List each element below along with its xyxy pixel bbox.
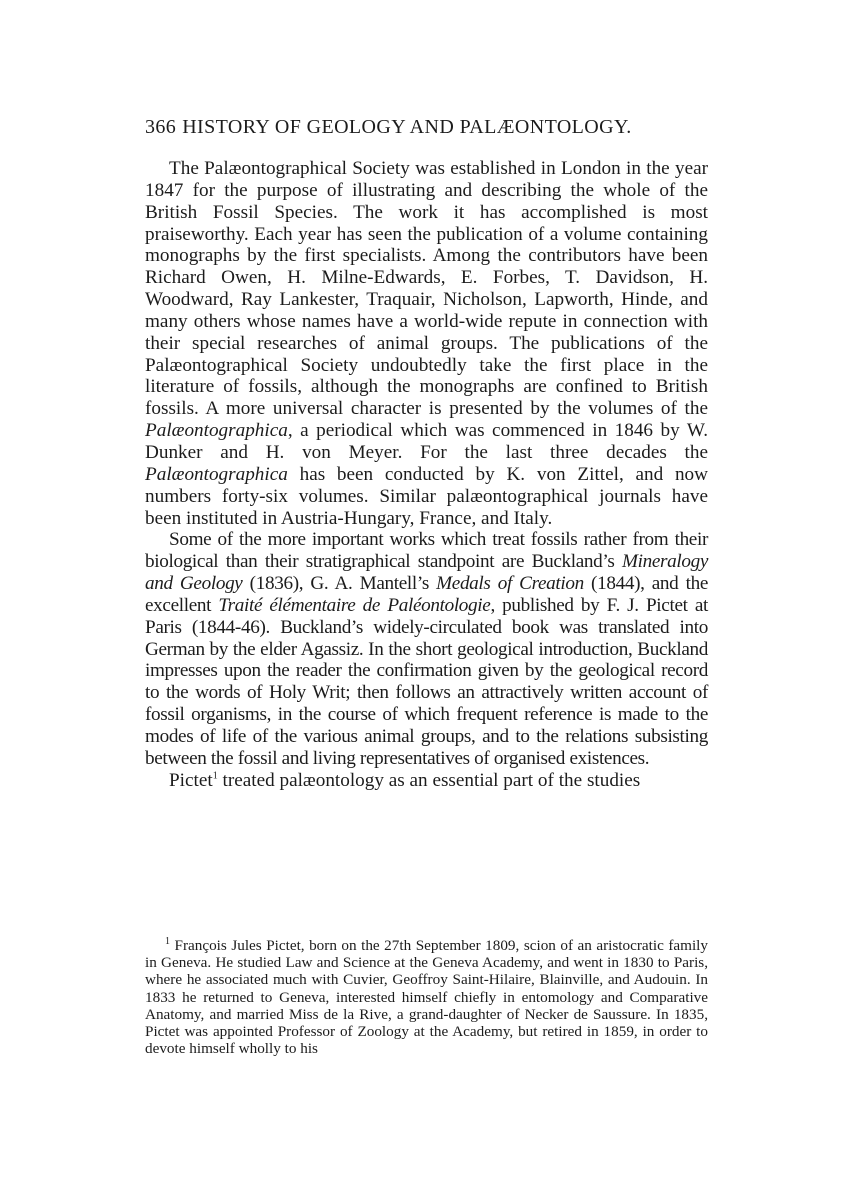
running-header [145,116,705,139]
paragraph-1 [145,158,708,529]
paragraph-2-text-4: , published by F. J. Pictet at Paris (1844-46). Buckland’s widely-circulated book was translated into German by the elder Agassiz. In the short geological introduction, Buckland impresses upon the reader the confirmation given by the geological record to the words of Holy Writ; then follows an attractively written account of fossil organisms, in the course of which frequent reference is made to the modes of life of the various animal groups, and to the relations subsisting between the fossil and living representatives of organised existences. [145,594,709,769]
body-text [145,158,708,791]
paragraph-2-text-1: Some of the more important works which treat fossils rather from their biological than their stratigraphical standpoint are Buckland’s [145,529,708,573]
paragraph-1-text-2: , a periodical which was commenced in 1846 by W. Dunker and H. von Meyer. For the last three decades the [145,420,708,463]
paragraph-1-text-3: has been conducted by K. von Zittel, and now numbers forty-six volumes. Similar palæontographical journals have been instituted in Austria-Hungary, France, and Italy. [145,463,708,529]
paragraph-3-text-2: treated palæontology as an essential part of the studies [217,769,641,791]
paragraph-1-text-1: The Palæontographical Society was established in London in the year 1847 for the purpose of illustrating and describing the whole of the British Fossil Species. The work it has accomplished is most praiseworthy. Each year has seen the publication of a volume containing monographs by the first specialists. Among the contributors have been Richard Owen, H. Milne-Edwards, E. Forbes, T. Davidson, H. Woodward, Ray Lankester, Traquair, Nicholson, Lapworth, Hinde, and many others whose names have a world-wide repute in connection with their special researches of animal groups. The publications of the Palæontographical Society undoubtedly take the first place in the literature of fossils, although the monographs are confined to British fossils. A more universal character is presented by the volumes of the [145,158,708,420]
paragraph-2 [145,529,708,769]
paragraph-2-title-2: Medals of Creation [436,573,584,595]
paragraph-1-title-1: Palæontographica [145,420,288,442]
page-number: 366 [145,116,177,138]
paragraph-3 [145,770,708,792]
footnote-reference: 1 [212,770,218,782]
paragraph-2-title-3: Traité élémentaire de Paléontologie [218,594,491,616]
footnotes [145,937,708,1057]
paragraph-2-title-1: Mineralogy and Geology [145,551,708,595]
footnote-1 [145,937,708,1057]
footnote-text: François Jules Pictet, born on the 27th September 1809, scion of an aristocratic family in Geneva. He studied Law and Science at the Geneva Academy, and went in 1830 to Paris, where he associated much with Cuvier, Geoffroy Saint-Hilaire, Blainville, and Audouin. In 1833 he returned to Geneva, interested himself chiefly in entomology and Comparative Anatomy, and married Miss de la Rive, a grand-daughter of Necker de Saussure. In 1835, Pictet was appointed Professor of Zoology at the Academy, but retired in 1859, in order to devote himself wholly to his [145,937,708,1058]
paragraph-1-title-2: Palæontographica [145,463,288,485]
paragraph-3-text-1: Pictet [169,769,213,791]
paragraph-2-text-2: (1836), G. A. Mantell’s [242,573,437,595]
footnote-marker: 1 [165,935,170,947]
paragraph-2-text-3: (1844), and the excellent [145,573,708,616]
running-title: HISTORY OF GEOLOGY AND PALÆONTOLOGY. [182,116,632,138]
